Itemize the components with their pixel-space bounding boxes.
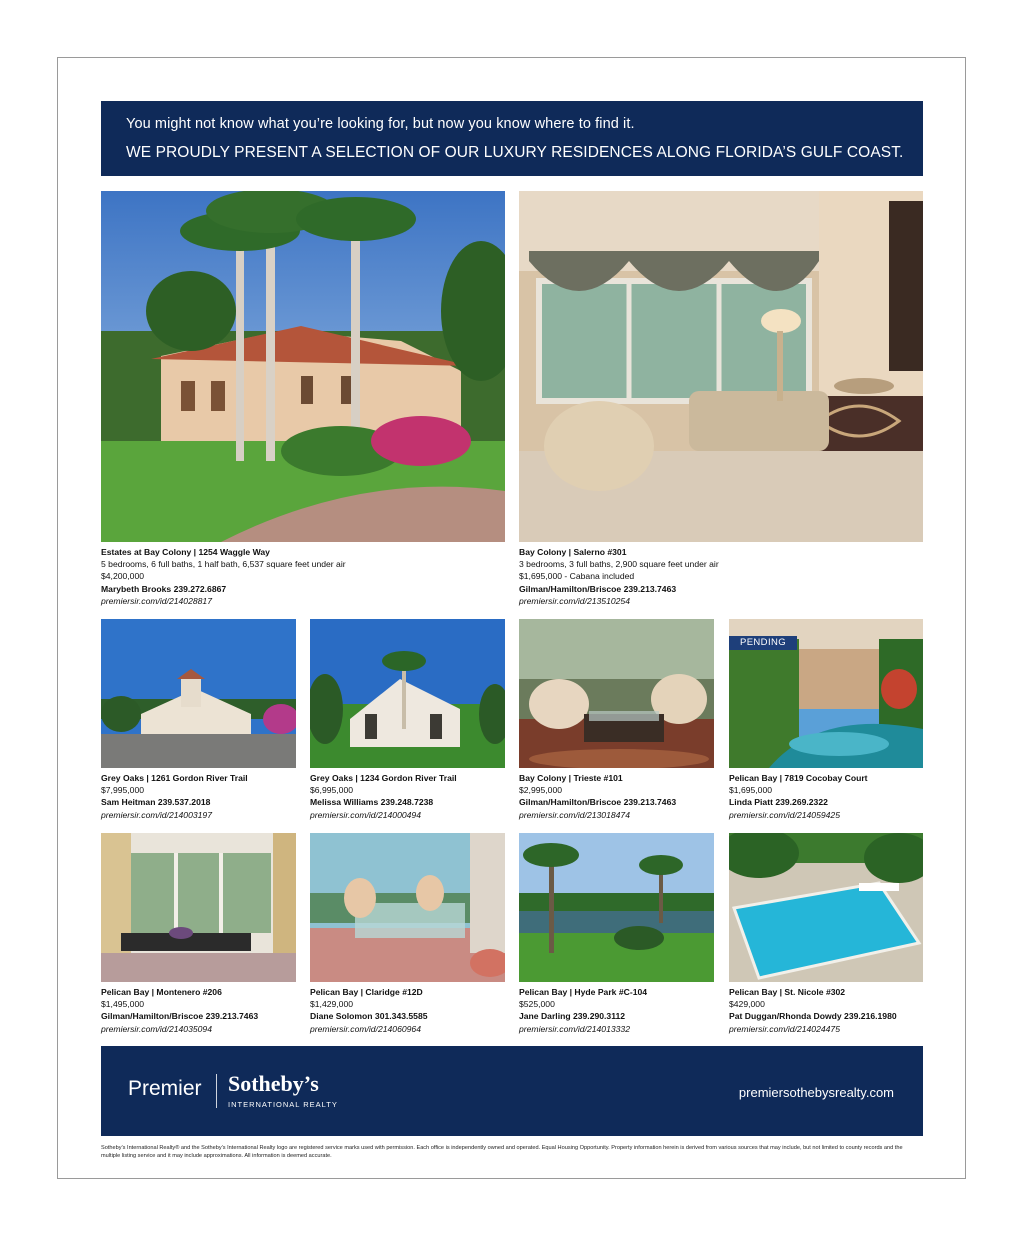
listing-title: Bay Colony | Salerno #301 <box>519 547 627 557</box>
brand-sothebys: Sotheby’s <box>228 1071 319 1096</box>
banner-tagline: You might not know what you’re looking for, but now you know where to find it. <box>126 116 635 132</box>
listing-price: $2,995,000 <box>519 785 563 796</box>
listing-photo-grey-oaks-1261[interactable] <box>101 619 296 768</box>
listing-price: $1,695,000 <box>729 785 773 796</box>
listing-link[interactable]: premiersir.com/id/214060964 <box>310 1023 421 1034</box>
listing-price: $7,995,000 <box>101 785 145 796</box>
listing-agent: Linda Piatt 239.269.2322 <box>729 797 828 808</box>
listing-link[interactable]: premiersir.com/id/214059425 <box>729 809 840 820</box>
listing-caption <box>101 546 505 607</box>
listing-price: $1,695,000 - Cabana included <box>519 571 635 582</box>
listing-agent: Gilman/Hamilton/Briscoe 239.213.7463 <box>101 1011 259 1022</box>
listing-agent: Sam Heitman 239.537.2018 <box>101 797 211 808</box>
listing-link[interactable]: premiersir.com/id/214024475 <box>729 1023 840 1034</box>
website-link[interactable]: premiersothebysrealty.com <box>738 1085 894 1100</box>
listing-link[interactable]: premiersir.com/id/214035094 <box>101 1023 212 1034</box>
listing-photo-estate-exterior[interactable] <box>101 191 505 542</box>
banner-headline: WE PROUDLY PRESENT A SELECTION OF OUR LUXURY RESIDENCES ALONG FLORIDA’S GULF COAST. <box>126 144 904 161</box>
brand-premier: Premier <box>128 1077 202 1100</box>
listing-details: 5 bedrooms, 6 full baths, 1 half bath, 6,537 square feet under air <box>101 559 346 570</box>
listing-agent: Jane Darling 239.290.3112 <box>519 1011 626 1022</box>
header-banner <box>101 101 923 176</box>
listing-link[interactable]: premiersir.com/id/213510254 <box>519 595 630 606</box>
listing-price: $1,429,000 <box>310 999 354 1010</box>
listing-title: Pelican Bay | Montenero #206 <box>101 987 222 997</box>
listing-photo-montenero[interactable] <box>101 833 296 982</box>
listing-photo-grey-oaks-1234[interactable] <box>310 619 505 768</box>
pending-badge: PENDING <box>729 636 797 650</box>
brand-divider <box>216 1074 217 1108</box>
listing-photo-living-room[interactable] <box>519 191 923 542</box>
listing-link[interactable]: premiersir.com/id/213018474 <box>519 809 630 820</box>
listing-title: Grey Oaks | 1261 Gordon River Trail <box>101 773 248 783</box>
listing-details: 3 bedrooms, 3 full baths, 2,900 square feet under air <box>519 559 719 570</box>
legal-disclaimer: Sotheby’s International Realty® and the Sotheby’s International Realty logo are registered service marks used with permission. Each office is independently owned and operated. Equal Housing Opportunity. Property information herein is derived from various sources that may include, but not limited to county records and the multiple listing service and it may include approximations. All information is deemed accurate. <box>101 1145 903 1159</box>
listing-caption <box>101 986 301 1035</box>
listing-title: Pelican Bay | 7819 Cocobay Court <box>729 773 868 783</box>
listing-title: Pelican Bay | St. Nicole #302 <box>729 987 846 997</box>
listing-title: Bay Colony | Trieste #101 <box>519 773 623 783</box>
listing-photo-hyde-park[interactable] <box>519 833 714 982</box>
listing-title: Grey Oaks | 1234 Gordon River Trail <box>310 773 457 783</box>
listing-caption <box>729 986 923 1035</box>
listing-title: Pelican Bay | Hyde Park #C-104 <box>519 987 648 997</box>
listing-caption <box>729 772 923 821</box>
listing-price: $4,200,000 <box>101 571 145 582</box>
listing-caption <box>310 986 510 1035</box>
listing-caption <box>519 772 719 821</box>
listing-link[interactable]: premiersir.com/id/214003197 <box>101 809 212 820</box>
listing-price: $525,000 <box>519 999 555 1010</box>
listing-price: $6,995,000 <box>310 785 354 796</box>
listing-title: Estates at Bay Colony | 1254 Waggle Way <box>101 547 270 557</box>
listing-link[interactable]: premiersir.com/id/214028817 <box>101 595 212 606</box>
listing-price: $1,495,000 <box>101 999 145 1010</box>
listing-caption <box>519 546 923 607</box>
listing-caption <box>519 986 719 1035</box>
listing-price: $429,000 <box>729 999 765 1010</box>
listing-photo-trieste[interactable] <box>519 619 714 768</box>
brand-subtitle: INTERNATIONAL REALTY <box>228 1100 338 1109</box>
listing-agent: Gilman/Hamilton/Briscoe 239.213.7463 <box>519 797 677 808</box>
listing-title: Pelican Bay | Claridge #12D <box>310 987 423 997</box>
listing-agent: Marybeth Brooks 239.272.6867 <box>101 583 227 594</box>
listing-link[interactable]: premiersir.com/id/214000494 <box>310 809 421 820</box>
listing-photo-st-nicole-pool[interactable] <box>729 833 923 982</box>
listing-agent: Pat Duggan/Rhonda Dowdy 239.216.1980 <box>729 1011 897 1022</box>
footer-band <box>101 1046 923 1136</box>
listing-agent: Gilman/Hamilton/Briscoe 239.213.7463 <box>519 583 677 594</box>
listing-caption <box>101 772 301 821</box>
listing-agent: Diane Solomon 301.343.5585 <box>310 1011 428 1022</box>
listing-caption <box>310 772 510 821</box>
listing-agent: Melissa Williams 239.248.7238 <box>310 797 434 808</box>
listing-photo-claridge[interactable] <box>310 833 505 982</box>
listing-link[interactable]: premiersir.com/id/214013332 <box>519 1023 630 1034</box>
